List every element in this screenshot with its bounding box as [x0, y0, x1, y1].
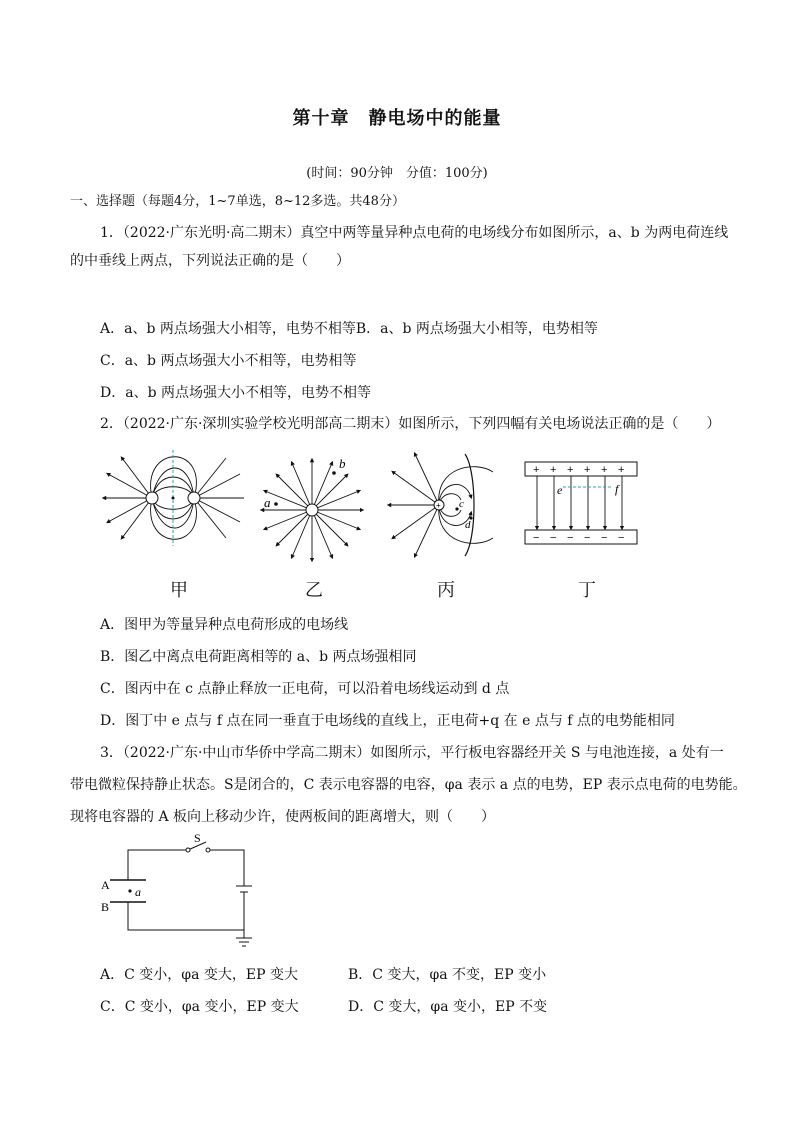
figure-yi-point-charge: [260, 455, 364, 563]
q3-option-d: D．C 变大，φa 变小，EP 不变: [348, 999, 548, 1015]
fig-yi-label-b: b: [339, 456, 346, 471]
fig-bing-label-d: d: [465, 519, 471, 531]
fig-ding-label-f: f: [615, 482, 619, 496]
figure-ding-plates: [523, 460, 639, 546]
q3-option-b: B．C 变大，φa 不变，EP 变小: [348, 967, 547, 983]
svg-text:−: −: [550, 532, 557, 544]
svg-text:−: −: [567, 532, 574, 544]
q3-stem-line3: 现将电容器的 A 板向上移动少许，使两板间的距离增大，则（ ）: [70, 809, 496, 825]
q1-option-d: D．a、b 两点场强大小不相等，电势不相等: [100, 385, 371, 401]
svg-text:+: +: [618, 464, 625, 476]
svg-text:−: −: [533, 532, 540, 544]
svg-text:+: +: [601, 464, 608, 476]
page-title: 第十章 静电场中的能量: [292, 108, 502, 129]
q3-option-a: A．C 变小，φa 变大，EP 变大: [100, 967, 298, 983]
svg-text:−: −: [584, 532, 591, 544]
q3-stem-line2: 带电微粒保持静止状态。S是闭合的，C 表示电容器的电容，φa 表示 a 点的电势，EP 表示点电荷的电势能。: [70, 777, 747, 793]
circuit-label-B: B: [101, 900, 110, 914]
q3-option-c: C．C 变小，φa 变小，EP 变大: [100, 999, 299, 1015]
caption-jia: 甲: [170, 580, 188, 601]
q2-option-a: A．图甲为等量异种点电荷形成的电场线: [100, 617, 349, 633]
circuit-label-s: S: [194, 832, 201, 845]
caption-ding: 丁: [578, 580, 596, 601]
q2-option-d: D．图丁中 e 点与 f 点在同一垂直于电场线的直线上，正电荷+q 在 e 点与 f 点的电势能相同: [100, 713, 675, 729]
q3-stem-line1: 3．（2022·广东·中山市华侨中学高二期末）如图所示，平行板电容器经开关 S 与电池连接，a 处有一: [100, 745, 724, 761]
q2-option-c: C．图丙中在 c 点静止释放一正电荷，可以沿着电场线运动到 d 点: [100, 681, 510, 697]
circuit-label-A: A: [101, 878, 110, 892]
section-heading: 一、选择题（每题4分，1~7单选，8~12多选。共48分）: [70, 194, 405, 209]
svg-text:−: −: [618, 532, 625, 544]
fig-bing-label-c: c: [459, 498, 464, 510]
svg-text:+: +: [550, 464, 557, 476]
subtitle: (时间：90分钟 分值：100分): [306, 166, 488, 181]
fig-yi-label-a: a: [264, 495, 271, 510]
q1-option-c: C．a、b 两点场强大小不相等，电势相等: [100, 353, 357, 369]
q1-option-ab: A．a、b 两点场强大小相等，电势不相等B．a、b 两点场强大小相等，电势相等: [100, 321, 598, 337]
svg-text:+: +: [436, 501, 441, 510]
circuit-label-a: a: [135, 885, 141, 899]
q2-stem: 2．（2022·广东·深圳实验学校光明部高二期末）如图所示，下列四幅有关电场说法正确的是（ ）: [100, 416, 721, 432]
svg-text:+: +: [533, 464, 540, 476]
q1-stem-line1: 1．（2022·广东光明·高二期末）真空中两等量异种点电荷的电场线分布如图所示，a、b 为两电荷连线: [100, 225, 729, 241]
q2-option-b: B．图乙中离点电荷距离相等的 a、b 两点场强相同: [100, 649, 417, 665]
svg-text:−: −: [601, 532, 608, 544]
svg-text:+: +: [567, 464, 574, 476]
q1-stem-line2: 的中垂线上两点，下列说法正确的是（ ）: [70, 253, 350, 269]
svg-text:+: +: [584, 464, 591, 476]
figure-bing-conductor: [385, 452, 495, 560]
caption-bing: 丙: [437, 580, 455, 601]
fig-ding-label-e: e: [557, 483, 563, 497]
caption-yi: 乙: [305, 580, 323, 601]
figure-jia-dipole: [100, 448, 248, 548]
figure-circuit: [98, 832, 258, 950]
